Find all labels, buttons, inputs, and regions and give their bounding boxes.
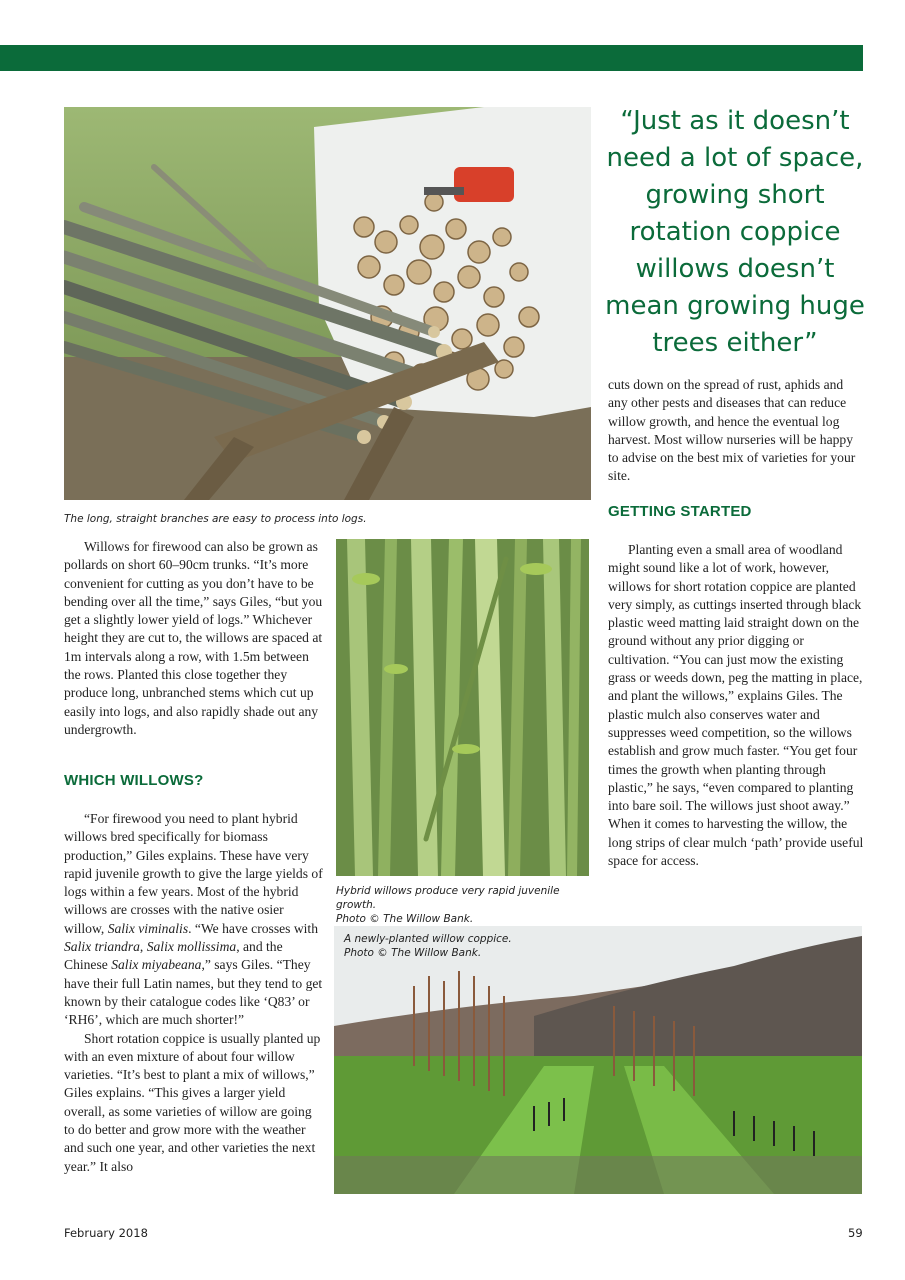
header-color-bar — [0, 45, 863, 71]
latin-name: Salix mollissima — [146, 939, 237, 955]
text-run: “For firewood you need to plant hybrid willows bred specifically for biomass production,” Giles explains. These have very rapid juvenile growth to give the large yields of logs within a few years. Most of the hybrid willows are crosses with the native osier willow, — [64, 811, 323, 936]
paragraph-hybrid-willows — [64, 810, 324, 1030]
latin-name: Salix triandra — [64, 939, 140, 955]
caption-hybrid-willows — [336, 884, 596, 926]
heading-getting-started: GETTING STARTED — [608, 503, 752, 520]
hybrid-willows-illustration — [336, 539, 589, 876]
caption-line: Hybrid willows produce very rapid juvenile growth. — [336, 885, 560, 911]
text-run: , and the Chinese — [64, 939, 283, 973]
caption-coppice — [344, 932, 604, 960]
paragraph-pollards: Willows for firewood can also be grown as pollards on short 60–90cm trunks. “It’s more convenient for cutting as you don’t have to be bending over all the time,” says Giles, “but you get a slightly lower yield of logs.” Whichever height they are cut to, the willows are spaced at 1m intervals along a row, with 1.5m between the rows. Planted this close together they produce long, unbranched stems which cut up easily into logs, and also rapidly shade out any undergrowth. — [64, 539, 323, 737]
photo-willow-coppice — [334, 926, 862, 1194]
heading-which-willows: WHICH WILLOWS? — [64, 772, 204, 789]
left-column-text-1 — [64, 538, 324, 739]
right-column-text-2 — [608, 541, 866, 870]
text-run: . “We have crosses with — [188, 920, 318, 936]
willow-logs-illustration — [64, 107, 591, 500]
text-run: ,” says Giles. “They have their full Latin names, but they tend to get known by their catalogue codes like ‘Q83’ or ‘RH6’, which are much shorter!” — [64, 957, 323, 1028]
caption-credit: Photo © The Willow Bank. — [344, 947, 482, 959]
photo-willow-logs — [64, 107, 591, 500]
caption-credit: Photo © The Willow Bank. — [336, 913, 474, 925]
left-column-text-2 — [64, 810, 324, 1176]
latin-name: Salix viminalis — [107, 920, 189, 936]
caption-logs: The long, straight branches are easy to process into logs. — [64, 513, 367, 525]
photo-hybrid-willows — [336, 539, 589, 876]
pull-quote: “Just as it doesn’t need a lot of space, growing short rotation coppice willows doesn’t mean growing huge trees either” — [605, 106, 865, 358]
willow-coppice-illustration — [334, 926, 862, 1194]
page-number: 59 — [848, 1226, 863, 1240]
latin-name: Salix miyabeana — [111, 957, 202, 973]
paragraph-pests: cuts down on the spread of rust, aphids and any other pests and diseases that can reduce willow growth, and hence the eventual log harvest. Most willow nurseries will be happy to advise on the best mix of varieties for your site. — [608, 377, 856, 484]
paragraph-planting: Planting even a small area of woodland might sound like a lot of work, however, willows for short rotation coppice are planted very simply, as cuttings inserted through black plastic weed matting laid straight down on the ground without any prior digging or cultivation. “You can just mow the existing grass or weeds down, peg the matting in place, and plant the willows,” explains Giles. The plastic mulch also conserves water and suppresses weed competition, so the willows establish and grow much faster. “You get four times the growth when planting through plastic,” he says, “even compared to planting into bare soil. The willows just shoot away.” When it comes to harvesting the willow, the long strips of clear mulch ‘path’ provide useful space for access. — [608, 542, 864, 869]
right-column-text-1 — [608, 376, 866, 486]
text-run: , — [139, 939, 147, 955]
paragraph-mixture: Short rotation coppice is usually planted up with an even mixture of about four willow varieties. “It’s best to plant a mix of willows,” Giles explains. “This gives a larger yield overall, as some varieties of willow are going to do better and grow more with the weather and such one year, and other varieties the next year.” It also — [64, 1030, 321, 1174]
footer-date: February 2018 — [64, 1226, 148, 1240]
caption-line: A newly-planted willow coppice. — [344, 933, 512, 945]
